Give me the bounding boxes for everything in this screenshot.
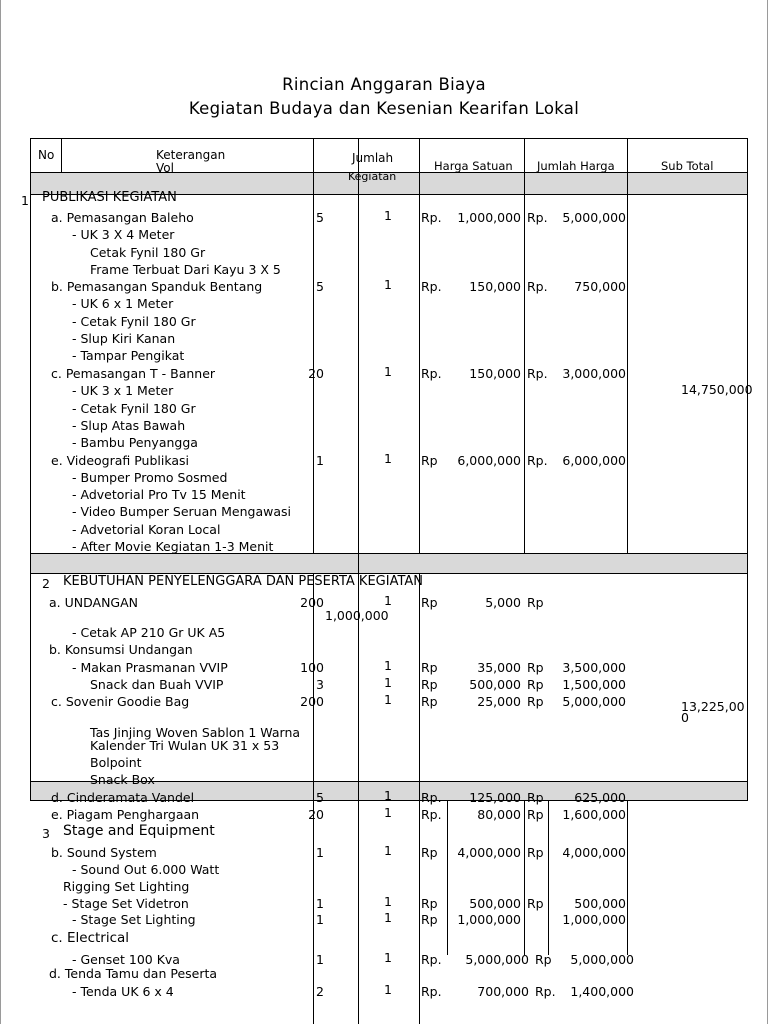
section-title: Stage and Equipment [63, 823, 215, 839]
item-currency: Rp [527, 694, 544, 709]
item-description: - UK 6 x 1 Meter [72, 296, 174, 311]
rule [61, 138, 62, 172]
item-description: Tas Jinjing Woven Sablon 1 Warna [90, 725, 301, 740]
item-volume: 100 [300, 660, 324, 675]
header-harga-satuan: Harga Satuan [434, 159, 513, 173]
item-jumlah-harga: 750,000 [574, 279, 626, 294]
item-description: e. Piagam Penghargaan [51, 807, 200, 822]
item-harga-satuan: 500,000 [469, 896, 521, 911]
rule [627, 138, 628, 553]
item-description: - Cetak Fynil 180 Gr [72, 314, 196, 329]
item-volume: 1 [316, 952, 324, 967]
document-subtitle: Kegiatan Budaya dan Kesenian Kearifan Lokal [188, 99, 580, 118]
section-separator-band [30, 553, 747, 573]
item-volume: 1 [316, 845, 324, 860]
item-currency: Rp [527, 790, 544, 805]
item-description: - Tampar Pengikat [72, 348, 185, 363]
item-currency: Rp. [421, 210, 442, 225]
item-currency: Rp. [527, 453, 548, 468]
item-currency: Rp [421, 896, 438, 911]
item-volume: 5 [316, 790, 324, 805]
rule [313, 138, 314, 553]
item-description: Bolpoint [90, 755, 142, 770]
item-description: - Stage Set Lighting [72, 912, 196, 927]
section-number: 3 [42, 826, 50, 841]
item-jumlah-kegiatan: 1 [384, 658, 392, 673]
item-description: Snack Box [90, 772, 155, 787]
item-description: c. Sovenir Goodie Bag [51, 694, 190, 709]
item-description: d. Tenda Tamu dan Peserta [49, 966, 218, 981]
document-title: Rincian Anggaran Biaya [282, 75, 486, 94]
item-currency: Rp [527, 845, 544, 860]
rule [524, 800, 525, 955]
item-currency: Rp [535, 952, 552, 967]
rule [747, 138, 748, 801]
item-volume: 1 [316, 912, 324, 927]
item-description: - UK 3 x 1 Meter [72, 383, 174, 398]
item-harga-satuan: 500,000 [469, 677, 521, 692]
item-volume: 1 [316, 896, 324, 911]
subtotal-value: 0 [681, 710, 689, 725]
item-currency: Rp. [421, 279, 442, 294]
item-currency: Rp [527, 595, 544, 610]
item-description: c. Pemasangan T - Banner [51, 366, 216, 381]
item-description: - Makan Prasmanan VVIP [72, 660, 228, 675]
subtotal-value: 14,750,000 [681, 382, 753, 397]
item-description: - Bambu Penyangga [72, 435, 198, 450]
item-jumlah-kegiatan: 1 [384, 894, 392, 909]
item-currency: Rp [421, 694, 438, 709]
header-no: No [38, 148, 55, 162]
item-description: b. Pemasangan Spanduk Bentang [51, 279, 263, 294]
item-jumlah-kegiatan: 1 [384, 843, 392, 858]
item-jumlah-kegiatan: 1 [384, 593, 392, 608]
item-description: - Cetak AP 210 Gr UK A5 [72, 625, 226, 640]
item-jumlah-kegiatan: 1 [384, 208, 392, 223]
undangan-total: 1,000,000 [325, 608, 389, 623]
item-description: Cetak Fynil 180 Gr [90, 245, 206, 260]
item-description: - Bumper Promo Sosmed [72, 470, 228, 485]
item-jumlah-kegiatan: 1 [384, 364, 392, 379]
item-currency: Rp. [421, 807, 442, 822]
rule [524, 138, 525, 553]
item-volume: 3 [316, 677, 324, 692]
item-jumlah-kegiatan: 1 [384, 788, 392, 803]
item-description: b. Sound System [51, 845, 157, 860]
section-number: 1 [21, 193, 29, 208]
item-description: Kalender Tri Wulan UK 31 x 53 [90, 738, 280, 753]
item-currency: Rp. [421, 952, 442, 967]
item-description: - Slup Kiri Kanan [72, 331, 176, 346]
header-keterangan: Keterangan [156, 148, 226, 162]
item-description: - Tenda UK 6 x 4 [72, 984, 174, 999]
item-harga-satuan: 80,000 [477, 807, 521, 822]
item-currency: Rp. [535, 984, 556, 999]
item-description: c. Electrical [51, 930, 130, 946]
rule [30, 138, 747, 139]
item-volume: 5 [316, 279, 324, 294]
item-harga-satuan: 1,000,000 [457, 210, 521, 225]
item-jumlah-harga: 500,000 [574, 896, 626, 911]
rule [419, 138, 420, 553]
rule [627, 800, 628, 955]
page-edge-left [0, 0, 1, 1024]
item-currency: Rp. [421, 790, 442, 805]
item-description: - Video Bumper Seruan Mengawasi [72, 504, 291, 519]
rule [30, 138, 31, 801]
item-description: Snack dan Buah VVIP [90, 677, 224, 692]
item-description: - Advetorial Pro Tv 15 Menit [72, 487, 246, 502]
item-currency: Rp [421, 677, 438, 692]
item-jumlah-harga: 3,000,000 [562, 366, 626, 381]
item-description: - Stage Set Videtron [63, 896, 189, 911]
rule [419, 573, 420, 1024]
item-jumlah-kegiatan: 1 [384, 277, 392, 292]
section-title: KEBUTUHAN PENYELENGGARA DAN PESERTA KEGIATAN [63, 574, 424, 589]
item-volume: 20 [308, 366, 324, 381]
item-currency: Rp. [527, 210, 548, 225]
item-description: e. Videografi Publikasi [51, 453, 190, 468]
item-jumlah-harga: 1,600,000 [562, 807, 626, 822]
item-harga-satuan: 125,000 [469, 790, 521, 805]
item-description: a. UNDANGAN [49, 595, 139, 610]
item-volume: 5 [316, 210, 324, 225]
item-jumlah-kegiatan: 1 [384, 451, 392, 466]
item-currency: Rp [421, 845, 438, 860]
item-harga-satuan: 25,000 [477, 694, 521, 709]
item-description: - Cetak Fynil 180 Gr [72, 401, 196, 416]
item-jumlah-kegiatan: 1 [384, 675, 392, 690]
item-description: - Genset 100 Kva [72, 952, 180, 967]
item-volume: 200 [300, 694, 324, 709]
item-description: - After Movie Kegiatan 1-3 Menit [72, 539, 274, 554]
header-vol: Vol [156, 161, 174, 175]
item-jumlah-harga: 5,000,000 [562, 694, 626, 709]
item-jumlah-harga: 5,000,000 [570, 952, 634, 967]
item-description: - UK 3 X 4 Meter [72, 227, 175, 242]
item-harga-satuan: 5,000 [485, 595, 521, 610]
item-harga-satuan: 150,000 [469, 366, 521, 381]
item-currency: Rp [527, 660, 544, 675]
item-currency: Rp. [421, 984, 442, 999]
item-jumlah-harga: 1,000,000 [562, 912, 626, 927]
item-volume: 200 [300, 595, 324, 610]
item-jumlah-kegiatan: 1 [384, 805, 392, 820]
item-currency: Rp [527, 807, 544, 822]
item-jumlah-kegiatan: 1 [384, 950, 392, 965]
item-harga-satuan: 5,000,000 [465, 952, 529, 967]
section-number: 2 [42, 576, 50, 591]
item-volume: 20 [308, 807, 324, 822]
item-currency: Rp. [421, 366, 442, 381]
item-harga-satuan: 700,000 [477, 984, 529, 999]
item-harga-satuan: 1,000,000 [457, 912, 521, 927]
item-currency: Rp. [527, 279, 548, 294]
item-description: - Sound Out 6.000 Watt [72, 862, 220, 877]
item-jumlah-harga: 1,400,000 [570, 984, 634, 999]
item-jumlah-harga: 6,000,000 [562, 453, 626, 468]
item-jumlah-harga: 4,000,000 [562, 845, 626, 860]
item-harga-satuan: 150,000 [469, 279, 521, 294]
item-currency: Rp. [527, 366, 548, 381]
item-description: - Advetorial Koran Local [72, 522, 221, 537]
item-harga-satuan: 6,000,000 [457, 453, 521, 468]
item-description: - Slup Atas Bawah [72, 418, 186, 433]
item-description: Rigging Set Lighting [63, 879, 190, 894]
header-kegiatan: Kegiatan [348, 170, 397, 183]
rule [548, 800, 549, 955]
item-jumlah-harga: 5,000,000 [562, 210, 626, 225]
item-jumlah-harga: 1,500,000 [562, 677, 626, 692]
item-description: d. Cinderamata Vandel [51, 790, 195, 805]
item-jumlah-kegiatan: 1 [384, 982, 392, 997]
item-description: Frame Terbuat Dari Kayu 3 X 5 [90, 262, 281, 277]
item-description: a. Pemasangan Baleho [51, 210, 194, 225]
item-jumlah-kegiatan: 1 [384, 910, 392, 925]
item-volume: 2 [316, 984, 324, 999]
item-currency: Rp [527, 896, 544, 911]
item-description: b. Konsumsi Undangan [49, 642, 193, 657]
item-currency: Rp [421, 595, 438, 610]
item-volume: 1 [316, 453, 324, 468]
item-currency: Rp [421, 912, 438, 927]
item-jumlah-harga: 625,000 [574, 790, 626, 805]
item-jumlah-harga: 3,500,000 [562, 660, 626, 675]
item-currency: Rp [421, 660, 438, 675]
item-harga-satuan: 4,000,000 [457, 845, 521, 860]
rule [447, 800, 448, 955]
item-currency: Rp [421, 453, 438, 468]
item-currency: Rp [527, 677, 544, 692]
section-title: PUBLIKASI KEGIATAN [42, 190, 177, 205]
subtotal-value: 13,225,00 [681, 699, 745, 714]
header-jumlah-harga: Jumlah Harga [537, 159, 615, 173]
item-harga-satuan: 35,000 [477, 660, 521, 675]
header-jumlah: Jumlah [352, 151, 394, 165]
header-sub-total: Sub Total [661, 159, 714, 173]
item-jumlah-kegiatan: 1 [384, 692, 392, 707]
